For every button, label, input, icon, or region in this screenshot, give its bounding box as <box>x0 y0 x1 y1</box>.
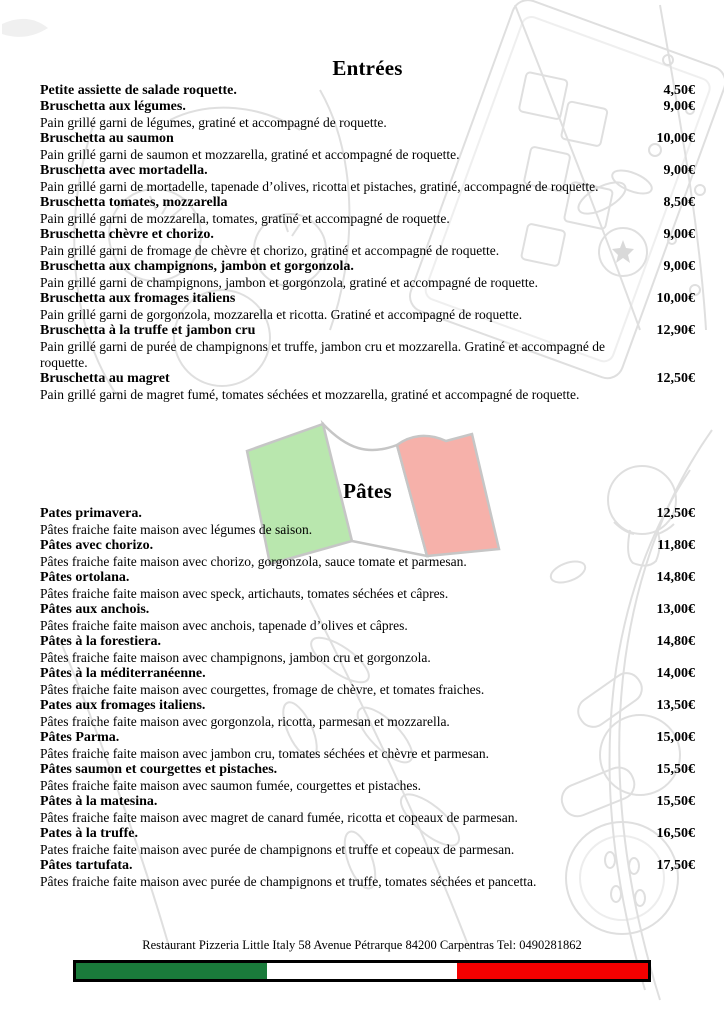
menu-item-price: 15,50€ <box>656 794 695 809</box>
menu-item-description: Pain grillé garni de légumes, gratiné et accompagné de roquette. <box>40 115 387 130</box>
menu-item-description: Pates fraiche faite maison avec purée de champignons et truffe et copeaux de parmesan. <box>40 842 515 857</box>
flag-stripe-white <box>267 963 458 979</box>
menu-item <box>40 99 695 115</box>
menu-item-name: Bruschetta au saumon <box>40 131 174 146</box>
menu-item-description: Pain grillé garni de saumon et mozzarella, gratiné et accompagné de roquette. <box>40 147 460 162</box>
menu-item <box>40 858 695 874</box>
menu-sections <box>40 56 695 890</box>
menu-item-price: 10,00€ <box>656 291 695 306</box>
menu-item-name: Bruschetta aux champignons, jambon et gorgonzola. <box>40 259 354 274</box>
menu-item-name: Bruschetta au magret <box>40 371 170 386</box>
menu-section-title: Entrées <box>332 56 403 80</box>
menu-item-description: Pain grillé garni de fromage de chèvre et chorizo, gratiné et accompagné de roquette. <box>40 243 500 258</box>
menu-item-price: 15,00€ <box>656 730 695 745</box>
menu-item-name: Pâtes à la méditerranéenne. <box>40 666 206 681</box>
menu-item-description: Pâtes fraiche faite maison avec gorgonzola, ricotta, parmesan et mozzarella. <box>40 714 450 729</box>
menu-item-name: Pâtes avec chorizo. <box>40 538 154 553</box>
menu-item-description: Pâtes fraiche faite maison avec anchois, tapenade d’olives et câpres. <box>40 618 408 633</box>
menu-item <box>40 259 695 275</box>
menu-item-price: 14,80€ <box>656 570 695 585</box>
menu-item-description: Pain grillé garni de champignons, jambon et gorgonzola, gratiné et accompagné de roquette. <box>40 275 538 290</box>
menu-item-price: 12,50€ <box>656 506 695 521</box>
menu-item-price: 15,50€ <box>656 762 695 777</box>
menu-item <box>40 131 695 147</box>
italian-flag-bar <box>73 960 651 982</box>
menu-item-name: Bruschetta avec mortadella. <box>40 163 208 178</box>
menu-section <box>40 56 695 403</box>
menu-item <box>40 794 695 810</box>
menu-item-name: Pâtes ortolana. <box>40 570 130 585</box>
menu-item-description: Pâtes fraiche faite maison avec magret de canard fumée, ricotta et copeaux de parmesan. <box>40 810 518 825</box>
menu-item-price: 11,80€ <box>657 538 695 553</box>
menu-item-price: 17,50€ <box>656 858 695 873</box>
menu-item-price: 9,00€ <box>663 259 695 274</box>
menu-item-price: 13,00€ <box>656 602 695 617</box>
menu-item <box>40 538 695 554</box>
menu-item-price: 9,00€ <box>663 99 695 114</box>
menu-item-price: 14,00€ <box>656 666 695 681</box>
menu-item-name: Bruschetta aux fromages italiens <box>40 291 236 306</box>
menu-item-price: 13,50€ <box>656 698 695 713</box>
menu-item <box>40 698 695 714</box>
menu-item-description: Pâtes fraiche faite maison avec speck, artichauts, tomates séchées et câpres. <box>40 586 449 601</box>
menu-item-name: Petite assiette de salade roquette. <box>40 83 237 98</box>
menu-item <box>40 762 695 778</box>
menu-item-description: Pain grillé garni de gorgonzola, mozzarella et ricotta. Gratiné et accompagné de roquette. <box>40 307 523 322</box>
menu-item-name: Pâtes à la matesina. <box>40 794 158 809</box>
menu-item-price: 10,00€ <box>656 131 695 146</box>
menu-item <box>40 83 695 99</box>
menu-item-description: Pâtes fraiche faite maison avec légumes de saison. <box>40 522 313 537</box>
menu-item-name: Pâtes Parma. <box>40 730 120 745</box>
menu-item <box>40 323 695 339</box>
menu-item <box>40 291 695 307</box>
menu-item-description: Pâtes fraiche faite maison avec jambon cru, tomates séchées et chèvre et parmesan. <box>40 746 490 761</box>
menu-item-price: 14,80€ <box>656 634 695 649</box>
menu-item <box>40 602 695 618</box>
menu-item <box>40 506 695 522</box>
menu-item-description: Pâtes fraiche faite maison avec courgettes, fromage de chèvre, et tomates fraiches. <box>40 682 485 697</box>
menu-item-description: Pâtes fraiche faite maison avec champignons, jambon cru et gorgonzola. <box>40 650 431 665</box>
menu-item <box>40 570 695 586</box>
footer-address: Restaurant Pizzeria Little Italy 58 Avenue Pétrarque 84200 Carpentras Tel: 0490281862 <box>142 938 582 952</box>
menu-item-name: Pâtes tartufata. <box>40 858 133 873</box>
flag-stripe-red <box>457 963 648 979</box>
menu-item-description: Pain grillé garni de mozzarella, tomates, gratiné et accompagné de roquette. <box>40 211 450 226</box>
menu-item-name: Bruschetta tomates, mozzarella <box>40 195 228 210</box>
menu-item-name: Pâtes saumon et courgettes et pistaches. <box>40 762 278 777</box>
menu-item <box>40 195 695 211</box>
flag-stripe-green <box>76 963 267 979</box>
menu-item-name: Bruschetta chèvre et chorizo. <box>40 227 214 242</box>
menu-item-description: Pain grillé garni de magret fumé, tomates séchées et mozzarella, gratiné et accompagné de roquette. <box>40 387 580 402</box>
menu-item-name: Bruschetta aux légumes. <box>40 99 186 114</box>
menu-item-name: Pates primavera. <box>40 506 142 521</box>
menu-item-price: 16,50€ <box>656 826 695 841</box>
menu-item-description: Pâtes fraiche faite maison avec saumon fumée, courgettes et pistaches. <box>40 778 421 793</box>
menu-item-price: 12,90€ <box>656 323 695 338</box>
menu-item-price: 9,00€ <box>663 163 695 178</box>
menu-item-name: Pates à la truffe. <box>40 826 138 841</box>
menu-item <box>40 826 695 842</box>
menu-item <box>40 227 695 243</box>
menu-item-name: Pâtes aux anchois. <box>40 602 150 617</box>
menu-item-description: Pain grillé garni de purée de champignons et truffe, jambon cru et mozzarella. Gratiné et accompagné de roquette. <box>40 339 606 370</box>
menu-item <box>40 163 695 179</box>
menu-section <box>40 479 695 890</box>
menu-item <box>40 730 695 746</box>
menu-item-price: 4,50€ <box>663 83 695 98</box>
menu-item-description: Pâtes fraiche faite maison avec chorizo, gorgonzola, sauce tomate et parmesan. <box>40 554 467 569</box>
footer <box>0 938 724 982</box>
menu-item-name: Pâtes à la forestiera. <box>40 634 162 649</box>
menu-section-title: Pâtes <box>343 479 392 503</box>
menu-item-description: Pain grillé garni de mortadelle, tapenade d’olives, ricotta et pistaches, gratiné, accompagné de roquette. <box>40 179 599 194</box>
menu-item-price: 12,50€ <box>656 371 695 386</box>
menu-item-price: 8,50€ <box>663 195 695 210</box>
menu-item-price: 9,00€ <box>663 227 695 242</box>
menu-item-name: Pates aux fromages italiens. <box>40 698 206 713</box>
menu-item-name: Bruschetta à la truffe et jambon cru <box>40 323 256 338</box>
menu-item <box>40 634 695 650</box>
menu-item-description: Pâtes fraiche faite maison avec purée de champignons et truffe, tomates séchées et pancetta. <box>40 874 537 889</box>
menu-item <box>40 666 695 682</box>
menu-item <box>40 371 695 387</box>
